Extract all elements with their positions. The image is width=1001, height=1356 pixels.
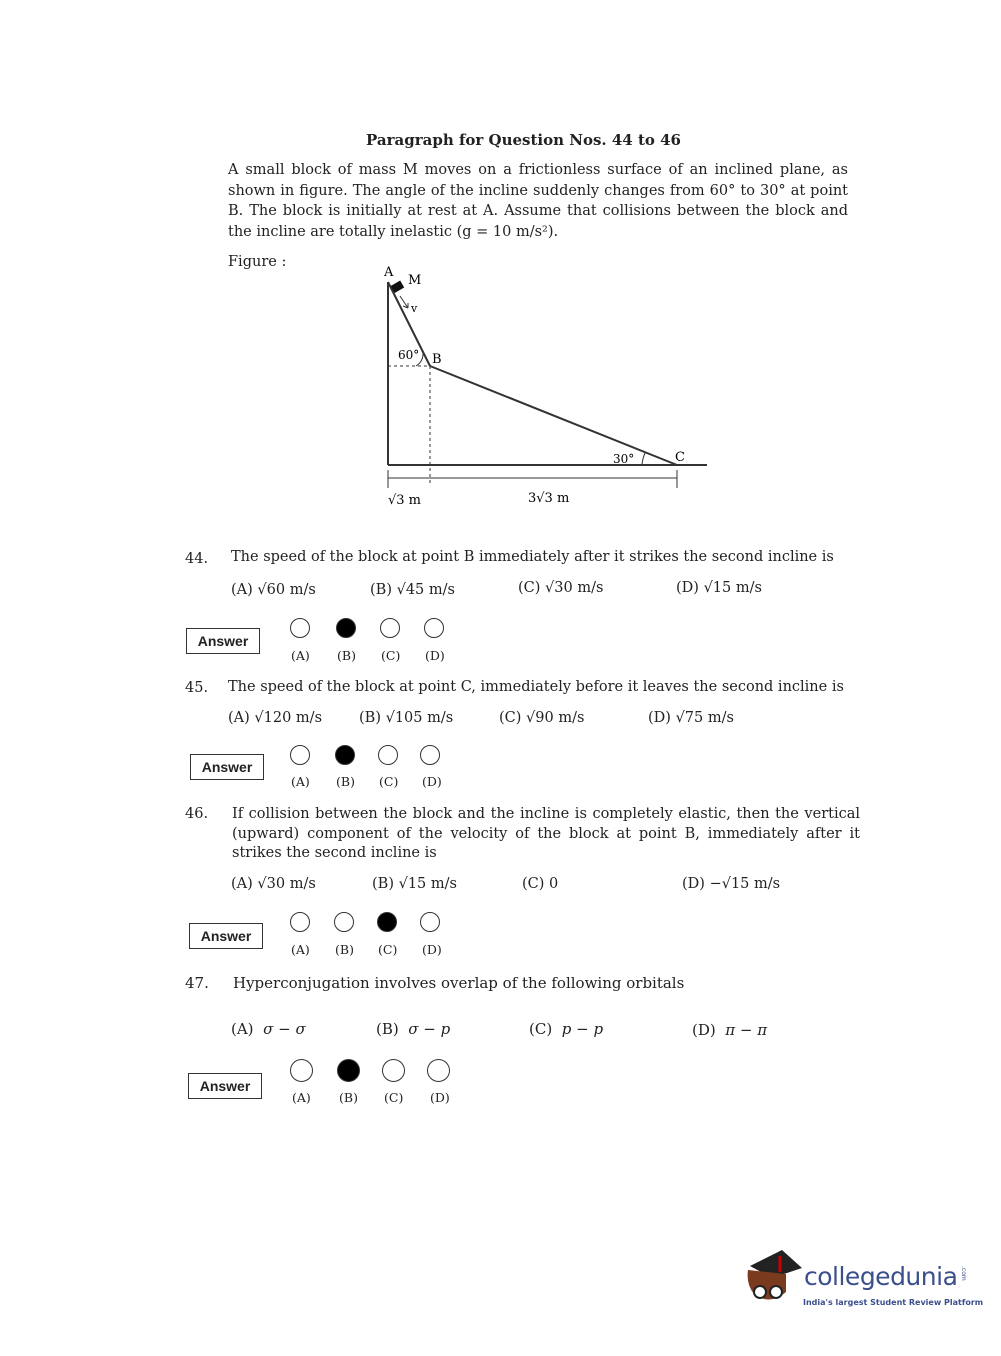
bubble-label: (A) — [291, 774, 310, 789]
answer-bubble-a[interactable] — [290, 912, 310, 932]
mascot-icon — [742, 1248, 804, 1310]
bubble-label: (C) — [381, 648, 401, 663]
option-value: √105 m/s — [385, 710, 454, 726]
option-value: p − p — [561, 1020, 604, 1038]
answer-bubble-d[interactable] — [427, 1059, 450, 1082]
answer-box: Answer — [189, 923, 263, 949]
option-key: (B) — [372, 876, 394, 892]
incline-bc — [430, 366, 677, 465]
option-value: σ − p — [408, 1020, 451, 1038]
answer-bubble-a[interactable] — [290, 618, 310, 638]
option-key: (A) — [228, 710, 250, 726]
logo-wordmark: collegedunia — [804, 1262, 958, 1291]
incline-figure — [370, 260, 710, 510]
velocity-label: v — [411, 302, 418, 315]
option-key: (D) — [692, 1021, 716, 1039]
bubble-label: (A) — [292, 1090, 311, 1105]
bubble-label: (C) — [378, 942, 398, 957]
answer-bubble-a[interactable] — [290, 1059, 313, 1082]
point-c-label: C — [675, 450, 685, 465]
answer-bubble-b[interactable] — [335, 745, 355, 765]
answer-bubble-d[interactable] — [420, 745, 440, 765]
answer-bubble-c[interactable] — [377, 912, 397, 932]
bubble-label: (D) — [422, 942, 442, 957]
bubble-label: (B) — [339, 1090, 358, 1105]
option-value: σ − σ — [263, 1020, 306, 1038]
option-value: √15 m/s — [398, 876, 457, 892]
dimension-1-label: √3 m — [388, 493, 422, 508]
bubble-label: (B) — [337, 648, 356, 663]
figure-label: Figure : — [228, 254, 287, 270]
paragraph-heading: Paragraph for Question Nos. 44 to 46 — [366, 131, 681, 149]
option-key: (A) — [231, 582, 253, 598]
option-key: (B) — [359, 710, 381, 726]
collegedunia-logo — [742, 1248, 984, 1318]
bubble-label: (B) — [335, 942, 354, 957]
logo-suffix: .com — [960, 1266, 967, 1281]
paragraph-text: A small block of mass M moves on a frictionless surface of an inclined plane, as shown in figure. The angle of the incline suddenly changes from 60° to 30° at point B. The block is initially at rest at A. Assume that collisions between the block and the incline are totally inelastic (g = 10 m/s²). — [228, 162, 848, 240]
option-value: √30 m/s — [257, 876, 316, 892]
answer-bubble-d[interactable] — [424, 618, 444, 638]
logo-tagline: India's largest Student Review Platform — [803, 1298, 984, 1307]
option-value: √45 m/s — [396, 582, 455, 598]
bubble-label: (C) — [384, 1090, 404, 1105]
option-key: (D) — [648, 710, 671, 726]
dimension-2-label: 3√3 m — [528, 491, 570, 506]
option-value: √120 m/s — [254, 710, 323, 726]
option-key: (B) — [376, 1020, 399, 1038]
answer-box: Answer — [190, 754, 264, 780]
option-key: (D) — [676, 580, 699, 596]
option-value: 0 — [549, 876, 559, 892]
option-value: −√15 m/s — [709, 876, 781, 892]
option-key: (C) — [529, 1020, 553, 1038]
answer-bubble-d[interactable] — [420, 912, 440, 932]
question-number: 46. — [185, 806, 209, 822]
answer-bubble-b[interactable] — [336, 618, 356, 638]
answer-box: Answer — [186, 628, 260, 654]
question-text: If collision between the block and the incline is completely elastic, then the vertical (upward) component of the velocity of the block at point B, immediately after it strikes the second incline is — [232, 806, 860, 861]
answer-bubble-c[interactable] — [380, 618, 400, 638]
option-key: (B) — [370, 582, 392, 598]
point-a-label: A — [384, 265, 394, 280]
angle-30-label: 30° — [613, 452, 635, 466]
answer-bubble-b[interactable] — [334, 912, 354, 932]
option-value: √15 m/s — [703, 580, 762, 596]
answer-box: Answer — [188, 1073, 262, 1099]
question-number: 44. — [185, 551, 209, 567]
question-number: 47. — [185, 974, 209, 992]
answer-bubble-a[interactable] — [290, 745, 310, 765]
option-value: √75 m/s — [675, 710, 734, 726]
option-key: (C) — [499, 710, 522, 726]
option-key: (D) — [682, 876, 705, 892]
question-text: The speed of the block at point C, immediately before it leaves the second incline is — [228, 679, 844, 695]
bubble-label: (B) — [336, 774, 355, 789]
option-key: (C) — [522, 876, 545, 892]
mass-label: M — [408, 273, 422, 288]
bubble-label: (D) — [425, 648, 445, 663]
option-value: π − π — [725, 1021, 768, 1039]
answer-bubble-c[interactable] — [382, 1059, 405, 1082]
option-key: (A) — [231, 1020, 254, 1038]
bubble-label: (D) — [422, 774, 442, 789]
bubble-label: (A) — [291, 942, 310, 957]
answer-bubble-c[interactable] — [378, 745, 398, 765]
option-value: √30 m/s — [545, 580, 604, 596]
question-number: 45. — [185, 680, 209, 696]
angle-60-label: 60° — [398, 348, 420, 362]
option-key: (C) — [518, 580, 541, 596]
option-key: (A) — [231, 876, 253, 892]
point-b-label: B — [432, 352, 442, 367]
bubble-label: (D) — [430, 1090, 450, 1105]
bubble-label: (A) — [291, 648, 310, 663]
option-value: √90 m/s — [526, 710, 585, 726]
question-text: Hyperconjugation involves overlap of the following orbitals — [233, 974, 685, 992]
question-text: The speed of the block at point B immediately after it strikes the second incline is — [231, 549, 834, 565]
answer-bubble-b[interactable] — [337, 1059, 360, 1082]
angle-arc — [642, 453, 645, 465]
bubble-label: (C) — [379, 774, 399, 789]
option-value: √60 m/s — [257, 582, 316, 598]
